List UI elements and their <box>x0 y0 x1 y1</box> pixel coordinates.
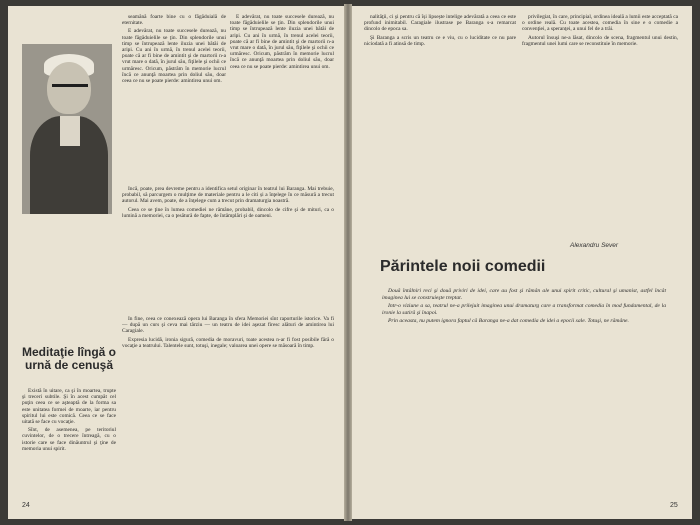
paragraph: seamănă foarte bine cu o făgăduială de eternitate. <box>122 14 226 27</box>
paragraph: Ceea ce se ţine în lumea comediei ne rămâne, probabil, dincolo de cifre şi de mituri, ca o lumină a memoriei, ca o ţesătură de fapte, de întâmplări şi de oameni. <box>122 206 334 219</box>
paragraph: Prin aceasta, nu putem ignora faptul că Baranga ne-a dat comedia de idei a epocii sale. Totuşi, ne rămâne. <box>388 318 629 325</box>
column-upper-middle <box>122 14 226 144</box>
column-lower-left <box>22 388 116 508</box>
paragraph: Două întâlniri reci şi două priviri de idei, care au fost şi rămân ale unui spirit critic, cultural şi umanist, astfel încât imaginea lui se construieşte treptat. <box>382 288 666 301</box>
column-top-left <box>364 14 516 236</box>
paragraph: Autorul însuşi ne-a lăsat, dincolo de scena, fragmentul unui destin, fragmentul unei lumi care se reconstituie în memorie. <box>522 34 678 47</box>
paragraph: Expresia lucidă, ironia sigură, comedia de moravuri, toate acestea n-ar fi fost posibile fără o vocaţie a teatrului. Talentele sunt, totuşi, inegale; valoarea unei opere se măsoară în timp. <box>122 336 334 349</box>
portrait-glasses-shape <box>52 84 88 95</box>
author-signature: Alexandru Sever <box>570 242 619 249</box>
author-portrait-photo <box>22 44 112 214</box>
page-number: 25 <box>670 502 678 509</box>
paragraph: Intr-o viziune a sa, teatrul ne-a prilejuit imaginea unui dramaturg care a transformat comedia în mod fundamental, de la ironie la satiră şi înapoi. <box>382 303 666 316</box>
portrait-collar-shape <box>60 116 80 146</box>
page-number: 24 <box>22 502 30 509</box>
paragraph: E adevărat, nu toate succesele durează, nu toate făgăduielile se ţin. Din splendorile unui timp se întrupează lente iluzia unei bătăi de aripi. Cu ani în urmă, în trenul acelei teorii, poate că ar fi bine de amintit şi de martorii n-a vrut mare o dată, în jurul său, fiţilele şi ochii ce urmăresc. Oricum, păstrăm în memorie lucrul încă ce anunţă moartea prin doliul său, doar ceea ce nu se poate pierde: amintirea unui om. <box>230 14 334 70</box>
column-middle-right <box>122 186 334 306</box>
article-title: Meditaţie lîngă o urnă de cenuşă <box>22 345 117 372</box>
paragraph: In fine, ceea ce conexează opera lui Baranga în sfera Memoriei sînt raporturile istorice. Va fi — după un curs şi ceva mai târziu — un teatru de idei aşezat firesc alături de amintirea lui Caragiale. <box>122 316 334 335</box>
column-lower-right <box>122 316 334 506</box>
paragraph: Şi Baranga a scris un teatru ce e viu, cu o luciditate ce nu pare niciodată a fi atinsă de timp. <box>364 34 516 47</box>
paragraph: E adevărat, nu toate succesele durează, nu toate făgăduielile se ţin. Din splendorile unui timp se întrupează lente iluzia unei bătăi de aripi. Cu ani în urmă, în trenul acelei teorii, poate că ar fi bine de amintit şi de martorii n-a vrut mare o dată, în jurul său, fiţilele şi ochii ce urmăresc. Oricum, păstrăm în memorie lucrul încă ce anunţă moartea prin doliul său, doar ceea ce nu se poate pierde: amintirea unui om. <box>122 28 226 85</box>
article-title: Părintele noii comedii <box>380 258 546 275</box>
right-page <box>352 6 692 519</box>
paragraph: privilegiat, în care, principial, ordinea ideală a lumii este acceptată ca o ordine reală. Cu toate acestea, comedia în sine e o comedie a convenţiei, a speranţei, a unui fel de a trăi. <box>522 14 678 33</box>
paragraph: Există în uitare, ca şi în moartea, trupte şi treceri subtile. Şi în acest cumpăt cel puţin ceea ce se aşteaptă de la forma sa este unitatea formei de moarte, iar pentru spiritul lui este comică. Ceea ce se face uitată se face cu vocaţie. <box>22 388 116 426</box>
article-lead <box>382 288 666 327</box>
paragraph: Sînt, de asemenea, pe teritoriul cuvintelor, de o trecere întreagă, cu o istorie care se face dinăuntrul şi ţine de memoria unui spirit. <box>22 427 116 452</box>
left-page <box>8 6 344 519</box>
paragraph: Incă, poate, prea devreme pentru a identifica setul originar în teatrul lui Baranga. Mai trebuie, probabil, să parcurgem o mulţime de materiale pentru a le citi și a înţelege în ce măsură a trecut autorul. Mai avem, poate, de a înţelege cum a trecut prin dramaturgia noastră. <box>122 186 334 205</box>
column-top-right <box>522 14 678 236</box>
book-gutter <box>344 4 352 521</box>
column-upper-right <box>230 14 334 144</box>
paragraph: nalităţii, ci şi pentru că își lipsește intelige adevărată a ceea ce este profund inimitabil. Caragiale ilustrase pe Baranga s-a remarcat dincolo de epoca sa. <box>364 14 516 33</box>
